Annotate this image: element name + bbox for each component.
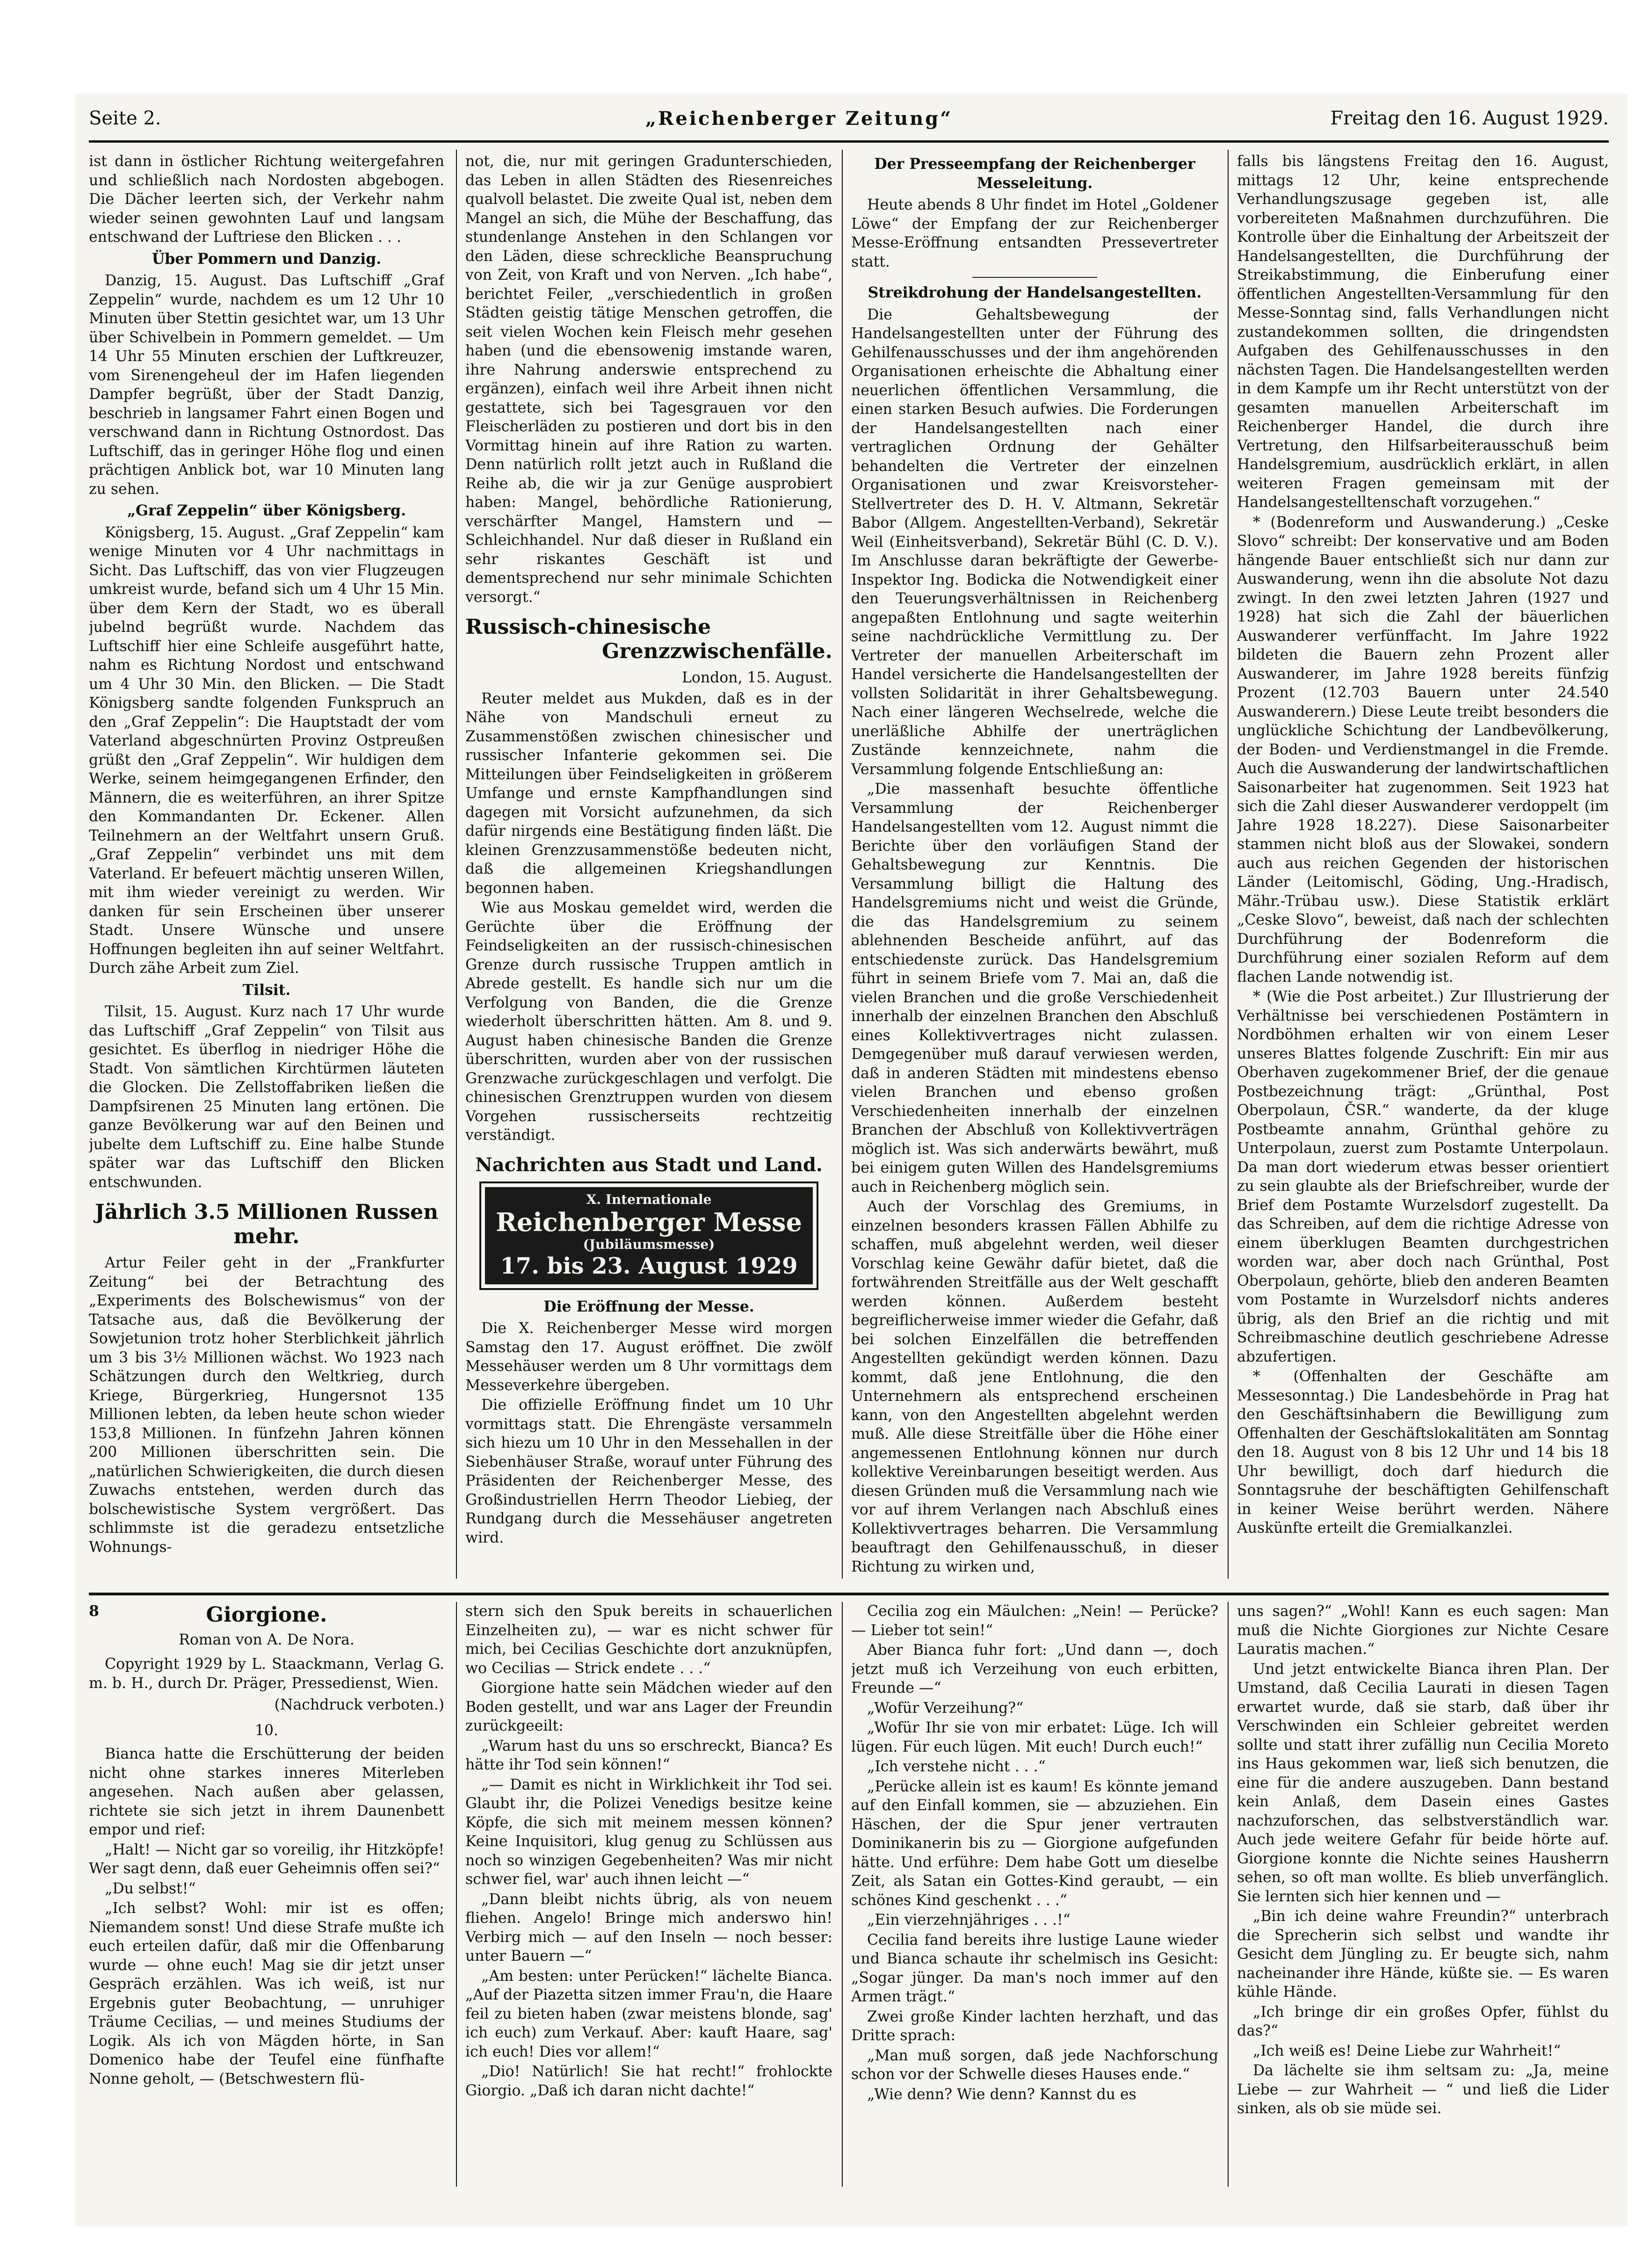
novel-title: Giorgione. bbox=[206, 1602, 327, 1627]
novel-text: „Ich weiß es! Deine Liebe zur Wahrheit!“ bbox=[1253, 2042, 1561, 2059]
column-divider bbox=[456, 1602, 457, 2187]
novel-text: Da lächelte sie ihm seltsam zu: „Ja, meine Liebe — zur Wahrheit — “ und ließ die Lider sinken, als ob sie müde sei. bbox=[1237, 2062, 1609, 2117]
article-text: Auch der Vorschlag des Gremiums, in einzelnen besonders krassen Fällen Abhilfe zu schaffen, muß abgelehnt werden, weil dieser Vorschlag keine Gewähr dafür bietet, daß die fortwährenden Streitfälle aus der Welt geschafft werden können. Außerdem besteht begreiflicherweise immer wieder die Gefahr, daß bei solchen Einzelfällen die betreffenden Angestellten gekündigt werden können. Dazu kommt, daß jene Entlohnung, die den Unternehmern als entsprechend erscheinen kann, von den Angestellten abgelehnt werden muß. Alle diese Streitfälle über die Höhe einer angemessenen Entlohnung können nur durch kollektive Vereinbarungen beseitigt werden. Aus diesen Gründen muß die Versammlung nach wie vor auf ihrem Verlangen nach Abschluß eines Kollektivvertrages beharren. Die Versammlung beauftragt den Gehilfenausschuß, in dieser Richtung zu wirken und, bbox=[851, 1198, 1218, 1575]
column-1 bbox=[89, 152, 444, 1586]
novel-text: „Bin ich deine wahre Freundin?“ unterbrach die Sprecherin sich selbst und wandte ihr Gesicht dem Jüngling zu. Er beugte sich, nahm nacheinander ihre Hände, küßte sie. — Es waren kühle Hände. bbox=[1237, 1908, 1609, 2000]
newspaper-title: „Reichenberger Zeitung“ bbox=[645, 108, 953, 130]
headline-grenz-line2: Grenzzwischenfälle. bbox=[601, 639, 832, 663]
feuilleton-column-4 bbox=[1237, 1602, 1609, 2187]
novel-text: „Wofür Verzeihung?“ bbox=[867, 1699, 1024, 1717]
masthead-rule bbox=[89, 140, 1609, 143]
feuilleton-number: 8 bbox=[89, 1602, 99, 1620]
headline-streikdrohung: Streikdrohung der Handelsangestellten. bbox=[868, 284, 1202, 301]
column-4 bbox=[1237, 152, 1609, 1586]
novel-text: „Halt! — Nicht gar so voreilig, ihr Hitzköpfe! Wer sagt denn, daß euer Geheimnis offen sei?“ bbox=[89, 1841, 444, 1877]
column-divider bbox=[842, 150, 843, 1579]
article-text: Königsberg, 15. August. „Graf Zeppelin“ kam wenige Minuten vor 4 Uhr nachmittags in Sicht. Das Luftschiff, das von vier Flugzeugen umkreist wurde, befand sich um 4 Uhr 15 Min. über dem Kern der Stadt, wo es überall jubelnd begrüßt wurde. Nachdem das Luftschiff hier eine Schleife ausgeführt hatte, nahm es Richtung Nordost und entschwand um 4 Uhr 30 Min. den Blicken. — Die Stadt Königsberg sandte folgenden Funkspruch an den „Graf Zeppelin“: Die Hauptstadt der vom Vaterland abgeschnürten Provinz Ostpreußen grüßt den „Graf Zeppelin“. Wir huldigen dem Werke, seinem heimgegangenen Erfinder, den Männern, die es weiterführen, an ihrer Spitze den Kommandanten Dr. Eckener. Allen Teilnehmern an der Weltfahrt unsern Gruß. „Graf Zeppelin“ verbindet uns mit dem Vaterland. Er befeuert mächtig unseren Willen, mit ihm wieder vereinigt zu werden. Wir danken für sein Erscheinen über unserer Stadt. Unsere Wünsche und unsere Hoffnungen begleiten ihn auf seiner Weltfahrt. Durch zähe Arbeit zum Ziel. bbox=[89, 524, 444, 977]
dateline: London, 15. August. bbox=[681, 669, 832, 686]
novel-author: Roman von A. De Nora. bbox=[179, 1631, 354, 1648]
article-text: Die offizielle Eröffnung findet um 10 Uhr vormittags statt. Die Ehrengäste versammeln sich hiezu um 10 Uhr in den Messehallen in der Siebenhäuser Straße, worauf unter Führung des Präsidenten der Reichenberger Messe, des Großindustriellen Herrn Theodor Liebieg, der Rundgang durch die Messehäuser angetreten wird. bbox=[465, 1397, 832, 1546]
advertisement-panel bbox=[485, 1187, 813, 1284]
novel-text: „Du selbst!“ bbox=[105, 1880, 196, 1897]
article-text: Tilsit, 15. August. Kurz nach 17 Uhr wurde das Luftschiff „Graf Zeppelin“ von Tilsit aus gesichtet. Es überflog in niedriger Höhe die Stadt. Von sämtlichen Kirchtürmen läuteten die Glocken. Die Zellstoffabriken ließen die Dampfsirenen 25 Minuten lang ertönen. Die ganze Bevölkerung war auf den Beinen und jubelte dem Luftschiff zu. Eine halbe Stunde später war das Luftschiff den Blicken entschwunden. bbox=[89, 1003, 444, 1191]
column-divider bbox=[842, 1602, 843, 2187]
headline-russen: Jährlich 3.5 Millionen Russen mehr. bbox=[94, 1200, 439, 1248]
headline-pommern-danzig: Über Pommern und Danzig. bbox=[152, 250, 382, 268]
novel-text: „Dann bleibt nichts übrig, als von neuem fliehen. Angelo! Bringe mich anderswo hin! Verbirg mich — auf den Inseln — noch besser: unter Bauern —“ bbox=[465, 1891, 832, 1964]
article-text: not, die, nur mit geringen Gradunterschieden, das Leben in allen Städten des Riesenreiches qualvoll belastet. Die zweite Qual ist, neben dem Mangel an sich, die Mühe der Beschaffung, das stundenlange Anstehen in den Schlangen vor den Läden, diese schreckliche Beanspruchung von Zeit, von Kraft und von Nerven. „Ich habe“, berichtet Feiler, „verschiedentlich in großen Städten geistig tätige Menschen getroffen, die seit vielen Wochen kein Fleisch mehr gesehen haben (und die ebensowenig imstande waren, ihre Nahrung anderswie entsprechend zu ergänzen), einfach weil ihre Arbeit ihnen nicht gestattete, sich bei Tagesgrauen vor den Fleischerläden zu postieren und dort bis in den Vormittag hinein auf ihre Ration zu warten. Denn natürlich rollt jetzt auch in Rußland die Reihe ab, die wir ja zur Genüge ausprobiert haben: Mangel, behördliche Rationierung, verschärfter Mangel, Hamstern und — Schleichhandel. Nur daß dieser in Rußland ein sehr riskantes Geschäft ist und dementsprechend nur sehr minimale Schichten versorgt.“ bbox=[465, 153, 832, 606]
reprint-notice: (Nachdruck verboten.) bbox=[274, 1696, 444, 1713]
column-divider bbox=[1228, 150, 1229, 1579]
novel-text: Cecilia fand bereits ihre lustige Laune wieder und Bianca schaute ihr schelmisch ins Gesicht: „Sogar jünger. Da man's noch immer auf den Armen trägt.“ bbox=[851, 1931, 1218, 2005]
article-text: ist dann in östlicher Richtung weitergefahren und schließlich nach Nordosten abgebogen. Die Dächer leerten sich, der Verkehr nahm wieder seinen gewohnten Lauf und langsam entschwand der Luftriese den Blicken . . . bbox=[89, 153, 444, 246]
novel-text: „Perücke allein ist es kaum! Es könnte jemand auf den Einfall kommen, sie — abzuziehen. Ein Häschen, der die Spur jener vertrauten Dominikanerin bis zu — Giorgione aufgefunden hätte. Und erführe: Dem habe Gott um dieselbe Zeit, als Satan ein Gottes-Kind geraubt, — ein schönes Kind geschenkt . . .“ bbox=[851, 1778, 1218, 1909]
ad-title: Reichenberger Messe bbox=[496, 1207, 802, 1237]
novel-text: „Am besten: unter Perücken!“ lächelte Bianca. „Auf der Piazetta sitzen immer Frau'n, die Haare feil zu bieten haben (zwar meistens blonde, sag' ich euch) zum Verkauf. Aber: kauft Haare, sag' ich euch! Dies vor allem!“ bbox=[465, 1967, 832, 2060]
novel-text: uns sagen?“ „Wohl! Kann es euch sagen: Man muß die Nichte Giorgiones zur Nichte Cesare Lauratis machen.“ bbox=[1237, 1603, 1609, 1658]
article-text: Reuter meldet aus Mukden, daß es in der Nähe von Mandschuli erneut zu Zusammenstößen zwischen chinesischer und russischer Infanterie gekommen sei. Die Mitteilungen über Feindseligkeiten in größerem Umfange und ernste Kampfhandlungen sind dagegen mit Vorsicht aufzunehmen, da sich dafür nirgends eine Bestätigung finden läßt. Die kleinen Grenzzusammenstöße bedeuten nicht, daß die allgemeinen Kriegshandlungen begonnen haben. bbox=[465, 690, 832, 897]
novel-text: Und jetzt entwickelte Bianca ihren Plan. Der Umstand, daß Cecilia Laurati in diesen Tagen erwartet wurde, daß sie starb, daß über ihr Verschwinden ein Schleier gebreitet werden sollte und statt ihrer zufällig nun Cecilia Moreto ins Haus gekommen war, ließ sich benutzen, die eine für die andere auszugeben. Dann bestand kein Anlaß, dem Dasein eines Gastes nachzuforschen, das selbstverständlich war. Auch jede weitere Gefahr für beide hörte auf. Giorgione konnte die Nichte seines Hausherrn sehen, so oft man wollte. Es blieb unverfänglich. Sie lernten sich hier kennen und — bbox=[1237, 1660, 1609, 1905]
headline-tilsit: Tilsit. bbox=[242, 981, 291, 999]
article-text: falls bis längstens Freitag den 16. August, mittags 12 Uhr, keine entsprechende Verhandlungszusage gegeben ist, alle vorbereiteten Maßnahmen durchzuführen. Die Kontrolle über die Einhaltung der Arbeitszeit der Handelsangestellten, die Durchführung der Streikabstimmung, die Einberufung einer öffentlichen Angestellten-Versammlung für den Messe-Sonntag sind, falls Verhandlungen nicht zustandekommen sollten, die dringendsten Aufgaben des Gehilfenausschusses in den nächsten Tagen. Die Handelsangestellten werden in dem Kampfe um ihr Recht unterstützt von der gesamten manuellen Arbeiterschaft im Reichenberger Handel, die durch ihre Vertretung, den Hilfsarbeiterausschuß beim Handelsgremium, ausdrücklich erklärt, in allen weiteren Fragen gemeinsam mit der Handelsangestelltenschaft vorzugehen.“ bbox=[1237, 153, 1609, 511]
messe-advertisement bbox=[479, 1181, 818, 1290]
novel-text: „Ich verstehe nicht . . .“ bbox=[867, 1758, 1046, 1775]
article-text: * (Bodenreform und Auswanderung.) „Ceske Slovo“ schreibt: Der konservative und am Boden hängende Bauer entschließt sich nur dann zur Auswanderung, wenn ihn die absolute Not dazu zwingt. In den zwei letzten Jahren (1927 und 1928) hat sich die Zahl der bäuerlichen Auswanderer verfünffacht. Im Jahre 1922 bildeten die Bauern zehn Prozent aller Auswanderer, im Jahre 1928 bereits fünfzig Prozent (12.703 Bauern unter 24.540 Auswanderern.) Diese Leute treibt besonders die unglückliche Schichtung der Landbevölkerung, der Boden- und Verdienstmangel in die Fremde. Auch die Auswanderung der landwirtschaftlichen Saisonarbeiter hat zugenommen. Seit 1923 hat sich die Zahl dieser Auswanderer verdoppelt (im Jahre 1928 18.227). Diese Saisonarbeiter stammen nicht bloß aus der Slowakei, sondern auch aus reichen Gegenden der historischen Länder (Leitomischl, Göding, Ung.-Hradisch, Mähr.-Trübau usw.). Diese Statistik erklärt „Ceske Slovo“, beweist, daß nach der schlechten Durchführung der Bodenreform die Durchführung einer sozialen Reform auf dem flachen Lande notwendig ist. bbox=[1237, 514, 1609, 985]
column-3 bbox=[851, 152, 1218, 1586]
masthead bbox=[89, 108, 1609, 136]
ad-line: (Jubiläumsmesse) bbox=[583, 1236, 715, 1252]
headline-presseempfang: Der Presseempfang der Reichenberger Messeleitung. bbox=[874, 155, 1195, 192]
headline-grenz-line1: Russisch-chinesische bbox=[465, 615, 711, 639]
article-text: * (Wie die Post arbeitet.) Zur Illustrierung der Verhältnisse bei verschiedenen Postämtern in Nordböhmen erhalten wir von einem Leser unseres Blattes folgende Zuschrift: Ein mir aus Oberhaven zugekommener Brief, der die genaue Postbezeichnung trägt: „Grünthal, Post Oberpolaun, ČSR.“ wanderte, da der kluge Postbeamte annahm, Grünthal gehöre zu Unterpolaun, zuerst zum Postamte Unterpolaun. Da man dort wiederum etwas besser orientiert zu sein glaubte als der Briefschreiber, wurde der Brief dem Postamte Wurzelsdorf zugestellt. Da das Schreiben, auf dem die richtige Adresse von einem überklugen Beamten durchgestrichen worden war, aber doch nach Grünthal, Post Oberpolaun, gehörte, blieb den anderen Beamten vom Postamte in Wurzelsdorf nichts anderes übrig, als den Brief an die richtig und mit Schreibmaschine deutlich geschriebene Adresse abzufertigen. bbox=[1237, 988, 1609, 1365]
novel-text: Zwei große Kinder lachten herzhaft, und das Dritte sprach: bbox=[851, 2008, 1218, 2044]
novel-text: Bianca hatte die Erschütterung der beiden nicht ohne starkes inneres Miterleben angesehen. Nach außen aber gelassen, richtete sie sich jetzt in ihrem Daunenbett empor und rief: bbox=[89, 1746, 444, 1838]
article-text: „Die massenhaft besuchte öffentliche Versammlung der Reichenberger Handelsangestellten vom 12. August nimmt die Berichte über den vorläufigen Stand der Gehaltsbewegung zur Kenntnis. Die Versammlung billigt die Haltung des Handelsgremiums nicht und weist die Gründe, die das Handelsgremium zu seinem ablehnenden Bescheide anführt, auf das entschiedenste zurück. Das Handelsgremium führt in seinem Briefe vom 7. Mai an, daß die vielen Branchen und die große Verschiedenheit innerhalb der einzelnen Branchen den Abschluß eines Kollektivvertrages nicht zulassen. Demgegenüber muß darauf verwiesen werden, daß in anderen Städten mit mindestens ebenso vielen Branchen und ebenso großen Verschiedenheiten innerhalb der einzelnen Branchen der Abschluß von Kollektivverträgen möglich ist. Was sich anderwärts bewährt, muß bei einigem guten Willen des Handelsgremiums auch in Reichenberg möglich sein. bbox=[851, 781, 1218, 1196]
novel-text: „Ein vierzehnjähriges . . .!“ bbox=[867, 1912, 1071, 1928]
ad-line: X. Internationale bbox=[586, 1191, 712, 1207]
novel-text: „Dio! Natürlich! Sie hat recht!“ frohlockte Giorgio. „Daß ich daran nicht dachte!“ bbox=[465, 2063, 832, 2099]
novel-text: stern sich den Spuk bereits in schauerlichen Einzelheiten zu), — war es nicht schwer für mich, bei Cecilias Geschichte dort anzuknüpfen, wo Cecilias — Strick endete . . .“ bbox=[465, 1603, 832, 1677]
ad-dates: 17. bis 23. August 1929 bbox=[500, 1253, 798, 1279]
chapter-number: 10. bbox=[254, 1722, 279, 1739]
novel-text: „Warum hast du uns so erschreckt, Bianca? Es hätte ihr Tod sein können!“ bbox=[465, 1737, 832, 1773]
novel-text: „Man muß sorgen, daß jede Nachforschung schon vor der Schwelle dieses Hauses ende.“ bbox=[851, 2047, 1218, 2083]
page-number: Seite 2. bbox=[89, 108, 161, 129]
article-text: Heute abends 8 Uhr findet im Hotel „Goldener Löwe“ der Empfang der zur Reichenberger Messe-Eröffnung entsandten Pressevertreter statt. bbox=[851, 196, 1218, 270]
column-divider bbox=[1228, 1602, 1229, 2187]
novel-text: „— Damit es nicht in Wirklichkeit ihr Tod sei. Glaubt ihr, die Polizei Venedigs besitze keine Köpfe, die sich mit meinem messen können? Keine Inquisitori, klug genug zu Schlüssen aus noch so winzigen Gegebenheiten? Was mir nicht schwer fiel, war' auch ihnen leicht —“ bbox=[465, 1776, 832, 1888]
novel-text: Giorgione hatte sein Mädchen wieder auf den Boden gestellt, und war ans Lager der Freundin zurückgeeilt: bbox=[465, 1680, 832, 1734]
section-heading: Nachrichten aus Stadt und Land. bbox=[475, 1153, 823, 1176]
column-divider bbox=[456, 150, 457, 1579]
article-text: Die Gehaltsbewegung der Handelsangestellten unter der Führung des Gehilfenausschusses und der ihm angehörenden Organisationen erheischte die Abhaltung einer neuerlichen öffentlichen Versammlung, die einen starken Besuch aufwies. Die Forderungen der Handelsangestellten nach einer vertraglichen Ordnung der Gehälter behandelten die Vertreter der einzelnen Organisationen und zwar Kreisvorsteher-Stellvertreter des D. H. V. Altmann, Sekretär Babor (Allgem. Angestellten-Verband), Sekretär Weil (Einheitsverband), Sekretär Bühl (C. D. V.). Im Anschlusse daran bekräftigte der Gewerbe-Inspektor Ing. Bodicka die Notwendigkeit einer den Teuerungsverhältnissen in Reichenberg angepaßten Entlohnung und sagte weiterhin seine nachdrückliche Vermittlung zu. Der Vertreter der manuellen Arbeiterschaft im Handel versicherte die Handelsangestellten der vollsten Solidarität in ihrer Gehaltsbewegung. Nach einer längeren Wechselrede, welche die unerläßliche Abhilfe der unerträglichen Zustände kennzeichnete, nahm die Versammlung folgende Entschließung an: bbox=[851, 306, 1218, 778]
novel-text: „Wie denn? Wie denn? Kannst du es bbox=[867, 2086, 1136, 2103]
feuilleton-column-3 bbox=[851, 1602, 1218, 2187]
copyright-notice: Copyright 1929 by L. Staackmann, Verlag G. m. b. H., durch Dr. Präger, Pressedienst, Wien. bbox=[89, 1656, 444, 1692]
article-text: Artur Feiler geht in der „Frankfurter Zeitung“ bei der Betrachtung des „Experiments des Bolschewismus“ von der Tatsache aus, daß die Bevölkerung der Sowjetunion trotz hoher Sterblichkeit jährlich um 3 bis 3½ Millionen wächst. Wo 1923 nach Schätzungen durch den Weltkrieg, durch Kriege, Bürgerkrieg, Hungersnot 135 Millionen lebten, da leben heute schon wieder 153,8 Millionen. In fünfzehn Jahren können 200 Millionen überschritten sein. Die „natürlichen Schwierigkeiten, die durch diesen Zuwachs entstehen, werden durch das bolschewistische System vergrößert. Das schlimmste ist die geradezu entsetzliche Wohnungs- bbox=[89, 1254, 444, 1556]
headline-eroeffnung: Die Eröffnung der Messe. bbox=[543, 1297, 754, 1315]
headline-koenigsberg: „Graf Zeppelin“ über Königsberg. bbox=[127, 502, 406, 519]
divider bbox=[972, 277, 1097, 278]
novel-text: Aber Bianca fuhr fort: „Und dann —, doch jetzt muß ich Verzeihung von euch erbitten, Freunde —“ bbox=[851, 1642, 1218, 1696]
article-text: * (Offenhalten der Geschäfte am Messesonntag.) Die Landesbehörde in Prag hat den Geschäftsinhabern die Bewilligung zum Offenhalten der Geschäftslokalitäten am Sonntag den 18. August von 8 bis 12 Uhr und 14 bis 18 Uhr bewilligt, doch darf hiedurch die Sonntagsruhe der beschäftigten Gehilfenschaft in keiner Weise berührt werden. Nähere Auskünfte erteilt die Gremialkanzlei. bbox=[1237, 1368, 1609, 1536]
feuilleton-separator bbox=[89, 1593, 1609, 1595]
feuilleton-column-1 bbox=[89, 1602, 444, 2187]
article-text: Die X. Reichenberger Messe wird morgen Samstag den 17. August eröffnet. Die zwölf Messehäuser werden um 8 Uhr vormittags dem Messeverkehre übergeben. bbox=[465, 1320, 832, 1394]
novel-text: Cecilia zog ein Mäulchen: „Nein! — Perücke? — Lieber tot sein!“ bbox=[851, 1603, 1218, 1639]
article-text: Danzig, 15. August. Das Luftschiff „Graf Zeppelin“ wurde, nachdem es um 12 Uhr 10 Minuten über Stettin gesichtet war, um 13 Uhr über Schivelbein in Pommern gemeldet. — Um 14 Uhr 55 Minuten erschien der Luftkreuzer, vom Sirenengeheul der im Hafen liegenden Dampfer begrüßt, über der Stadt Danzig, beschrieb in langsamer Fahrt einen Bogen und verschwand dann in Richtung Ostnordost. Das Luftschiff, das in geringer Höhe flog und einen prächtigen Anblick bot, war 10 Minuten lang zu sehen. bbox=[89, 272, 444, 498]
novel-text: „Ich selbst? Wohl: mir ist es offen; Niemandem sonst! Und diese Strafe mußte ich euch erteilen dafür, daß mir die Offenbarung wurde — ohne euch! Mag sie dir jetzt unser Gespräch erzählen. Was ich weiß, ist nur Ergebnis guter Beobachtung, — unruhiger Träume Cecilias, — und meines Studiums der Logik. Als ich von Mägden hörte, in San Domenico habe der Teufel eine fünfhafte Nonne geholt, — (Betschwestern flü- bbox=[89, 1900, 444, 2087]
column-2 bbox=[465, 152, 832, 1586]
issue-date: Freitag den 16. August 1929. bbox=[1330, 108, 1609, 129]
article-text: Wie aus Moskau gemeldet wird, werden die Gerüchte über die Eröffnung der Feindseligkeiten an der russisch-chinesischen Grenze durch russische Truppen amtlich in Abrede gestellt. Es handle sich nur um die Verfolgung von Banden, die die Grenze wiederholt überschritten hätten. Am 8. und 9. August haben chinesische Banden die Grenze überschritten, wurden aber von der russischen Grenzwache zurückgeschlagen und verfolgt. Die chinesischen Grenztruppen wurden von diesem Vorgehen russischerseits rechtzeitig verständigt. bbox=[465, 899, 832, 1144]
novel-text: „Wofür Ihr sie von mir erbatet: Lüge. Ich will lügen. Für euch lügen. Mit euch! Durch euch!“ bbox=[851, 1719, 1218, 1755]
feuilleton-column-2 bbox=[465, 1602, 832, 2187]
novel-text: „Ich bringe dir ein großes Opfer, fühlst du das?“ bbox=[1237, 2003, 1609, 2039]
